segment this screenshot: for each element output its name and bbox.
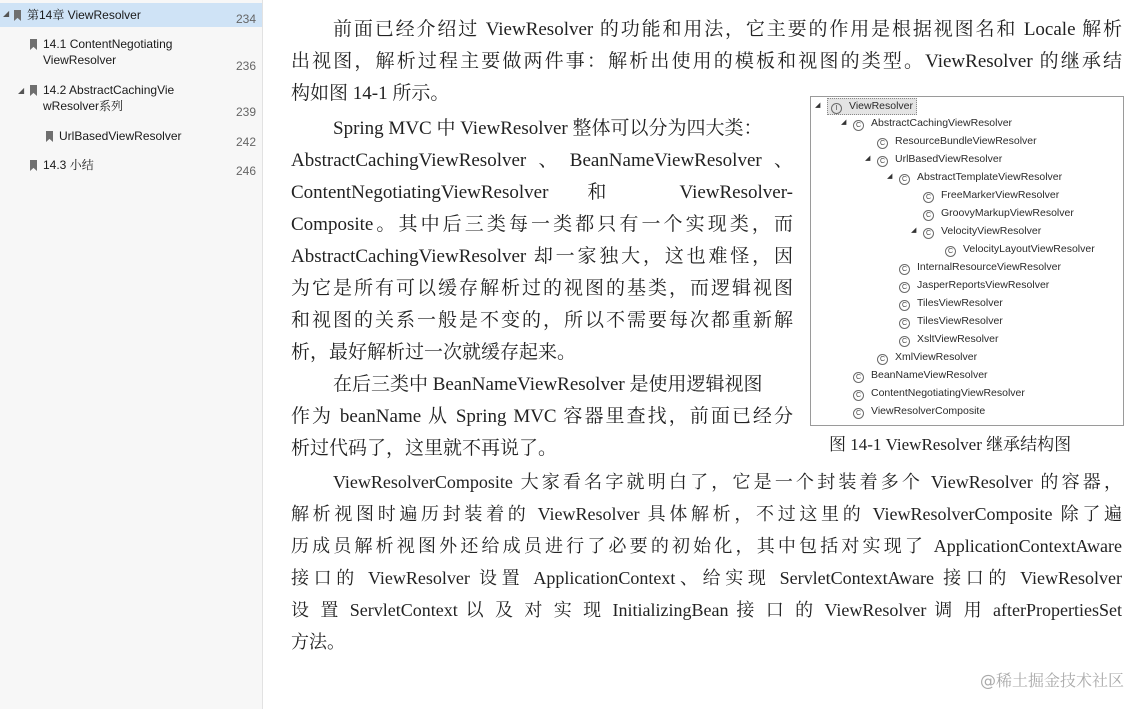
- class-icon: C: [877, 156, 888, 167]
- text-line: 析，最好解析过一次就缓存起来。: [291, 342, 577, 363]
- bookmark-page: 236: [235, 59, 256, 73]
- bookmark-page: 239: [235, 105, 256, 119]
- text-line: 历成员解析视图外还给成员进行了必要的初始化，其中包括对实现了 ApplicationContextAware: [291, 536, 1122, 556]
- bookmark-sidebar: [0, 0, 263, 709]
- text-line: 作为 beanName 从 Spring MVC 容器里查找，前面已经分: [291, 406, 793, 427]
- text-line: ContentNegotiatingViewResolver 和 ViewResolver-: [291, 182, 793, 203]
- tree-node: C TilesViewResolver: [899, 314, 1003, 329]
- paragraph-3: [291, 369, 793, 465]
- text-line: AbstractCachingViewResolver、BeanNameViewResolver、: [291, 150, 793, 171]
- bookmark-label: 14.1 ContentNegotiating: [43, 37, 173, 51]
- bookmark-label: UrlBasedViewResolver: [59, 129, 182, 143]
- bookmark-icon: [46, 131, 53, 142]
- bookmark-urlbased[interactable]: [0, 126, 262, 149]
- text-line: 接口的 ViewResolver 设置 ApplicationContext、给实现 ServletContextAware 接口的 ViewResolver: [291, 568, 1122, 588]
- text-line: 析过代码了，这里就不再说了。: [291, 438, 558, 459]
- text-line: 前面已经介绍过 ViewResolver 的功能和用法，它主要的作用是根据视图名和 Locale 解析: [333, 19, 1122, 40]
- text-line: 在后三类中 BeanNameViewResolver 是使用逻辑视图: [333, 374, 763, 395]
- text-line: 设 置 ServletContext 以 及 对 实 现 InitializingBean 接 口 的 ViewResolver 调 用 afterPropertiesSet: [291, 600, 1122, 620]
- tree-node: C InternalResourceViewResolver: [899, 260, 1061, 275]
- class-icon: C: [877, 354, 888, 365]
- tree-node: C TilesViewResolver: [899, 296, 1003, 311]
- tree-node: C VelocityLayoutViewResolver: [945, 242, 1095, 257]
- class-icon: C: [899, 336, 910, 347]
- class-icon: C: [853, 372, 864, 383]
- bookmark-page: 242: [235, 135, 256, 149]
- expand-triangle-icon: ◢: [911, 227, 917, 234]
- tree-node: C XmlViewResolver: [877, 350, 977, 365]
- figure-caption: 图 14-1 ViewResolver 继承结构图: [829, 435, 1072, 454]
- text-line: Composite。其中后三类每一类都只有一个实现类，而: [291, 214, 793, 235]
- bookmark-page: 246: [235, 164, 256, 178]
- paragraph-4: [291, 466, 1122, 658]
- bookmark-14-3[interactable]: [0, 155, 262, 178]
- tree-node: C ViewResolverComposite: [853, 404, 985, 419]
- bookmark-icon: [30, 39, 37, 50]
- class-icon: C: [899, 174, 910, 185]
- class-icon: C: [945, 246, 956, 257]
- bookmark-label: 14.2 AbstractCachingVie: [43, 83, 175, 97]
- class-icon: C: [923, 210, 934, 221]
- interface-icon: I: [831, 103, 842, 114]
- tree-node: C FreeMarkerViewResolver: [923, 188, 1059, 203]
- hierarchy-figure: [810, 96, 1124, 426]
- bookmark-icon: [30, 85, 37, 96]
- text-line: Spring MVC 中 ViewResolver 整体可以分为四大类：: [333, 118, 763, 139]
- expand-triangle-icon: ◢: [887, 173, 893, 180]
- tree-node: C ContentNegotiatingViewResolver: [853, 386, 1025, 401]
- tree-node: ◢ C UrlBasedViewResolver: [865, 153, 1003, 165]
- collapse-arrow-icon[interactable]: ◢: [3, 9, 10, 18]
- bookmark-label: 14.3 小结: [43, 158, 94, 172]
- abstract-class-icon: C: [853, 120, 864, 131]
- bookmark-label-cont: ViewResolver: [43, 53, 117, 67]
- tree-node: C JasperReportsViewResolver: [899, 278, 1049, 293]
- expand-triangle-icon: ◢: [865, 155, 871, 162]
- tree-node: C GroovyMarkupViewResolver: [923, 206, 1074, 221]
- tree-node: C XsltViewResolver: [899, 332, 999, 347]
- paragraph-2: [291, 113, 793, 369]
- tree-node: ◢ C AbstractCachingViewResolver: [841, 117, 1013, 129]
- text-line: ViewResolverComposite 大家看名字就明白了，它是一个封装着多个 ViewResolver 的容器，: [333, 472, 1122, 492]
- class-icon: C: [877, 138, 888, 149]
- class-icon: C: [899, 300, 910, 311]
- text-line: AbstractCachingViewResolver 却一家独大，这也难怪，因: [291, 246, 793, 267]
- bookmark-icon: [30, 160, 37, 171]
- text-line: 方法。: [291, 632, 345, 652]
- collapse-arrow-icon[interactable]: ◢: [18, 86, 25, 95]
- expand-triangle-icon: ◢: [815, 102, 821, 109]
- bookmark-icon: [14, 10, 21, 21]
- bookmark-label-cont: wResolver系列: [43, 99, 124, 113]
- bookmark-chapter-14[interactable]: [0, 3, 262, 27]
- text-line: 解析视图时遍历封装着的 ViewResolver 具体解析，不过这里的 ViewResolverComposite 除了遍: [291, 504, 1122, 524]
- class-icon: C: [899, 318, 910, 329]
- class-icon: C: [899, 282, 910, 293]
- class-icon: C: [853, 408, 864, 419]
- text-line: 出视图，解析过程主要做两件事：解析出使用的模板和视图的类型。ViewResolver 的继承结: [291, 51, 1122, 72]
- class-icon: C: [853, 390, 864, 401]
- text-line: 和视图的关系一般是不变的，所以不需要每次都重新解: [291, 310, 793, 331]
- bookmark-page: 234: [235, 12, 256, 26]
- class-icon: C: [923, 192, 934, 203]
- class-icon: C: [899, 264, 910, 275]
- class-icon: C: [923, 228, 934, 239]
- text-line: 构如图 14-1 所示。: [291, 83, 450, 104]
- tree-node: ◢ C AbstractTemplateViewResolver: [887, 171, 1063, 183]
- bookmark-label: 第14章 ViewResolver: [27, 8, 141, 22]
- tree-node: ◢ I ViewResolver: [827, 98, 917, 115]
- watermark: @稀土掘金技术社区: [979, 671, 1124, 690]
- bookmark-14-2[interactable]: [0, 80, 262, 120]
- tree-node: C BeanNameViewResolver: [853, 368, 988, 383]
- bookmark-14-1[interactable]: [0, 34, 262, 74]
- tree-node: ◢ C VelocityViewResolver: [911, 225, 1042, 237]
- text-line: 为它是所有可以缓存解析过的视图的基类，而逻辑视图: [291, 278, 793, 299]
- expand-triangle-icon: ◢: [841, 119, 847, 126]
- document-page: [263, 0, 1144, 709]
- tree-node: C ResourceBundleViewResolver: [877, 134, 1037, 149]
